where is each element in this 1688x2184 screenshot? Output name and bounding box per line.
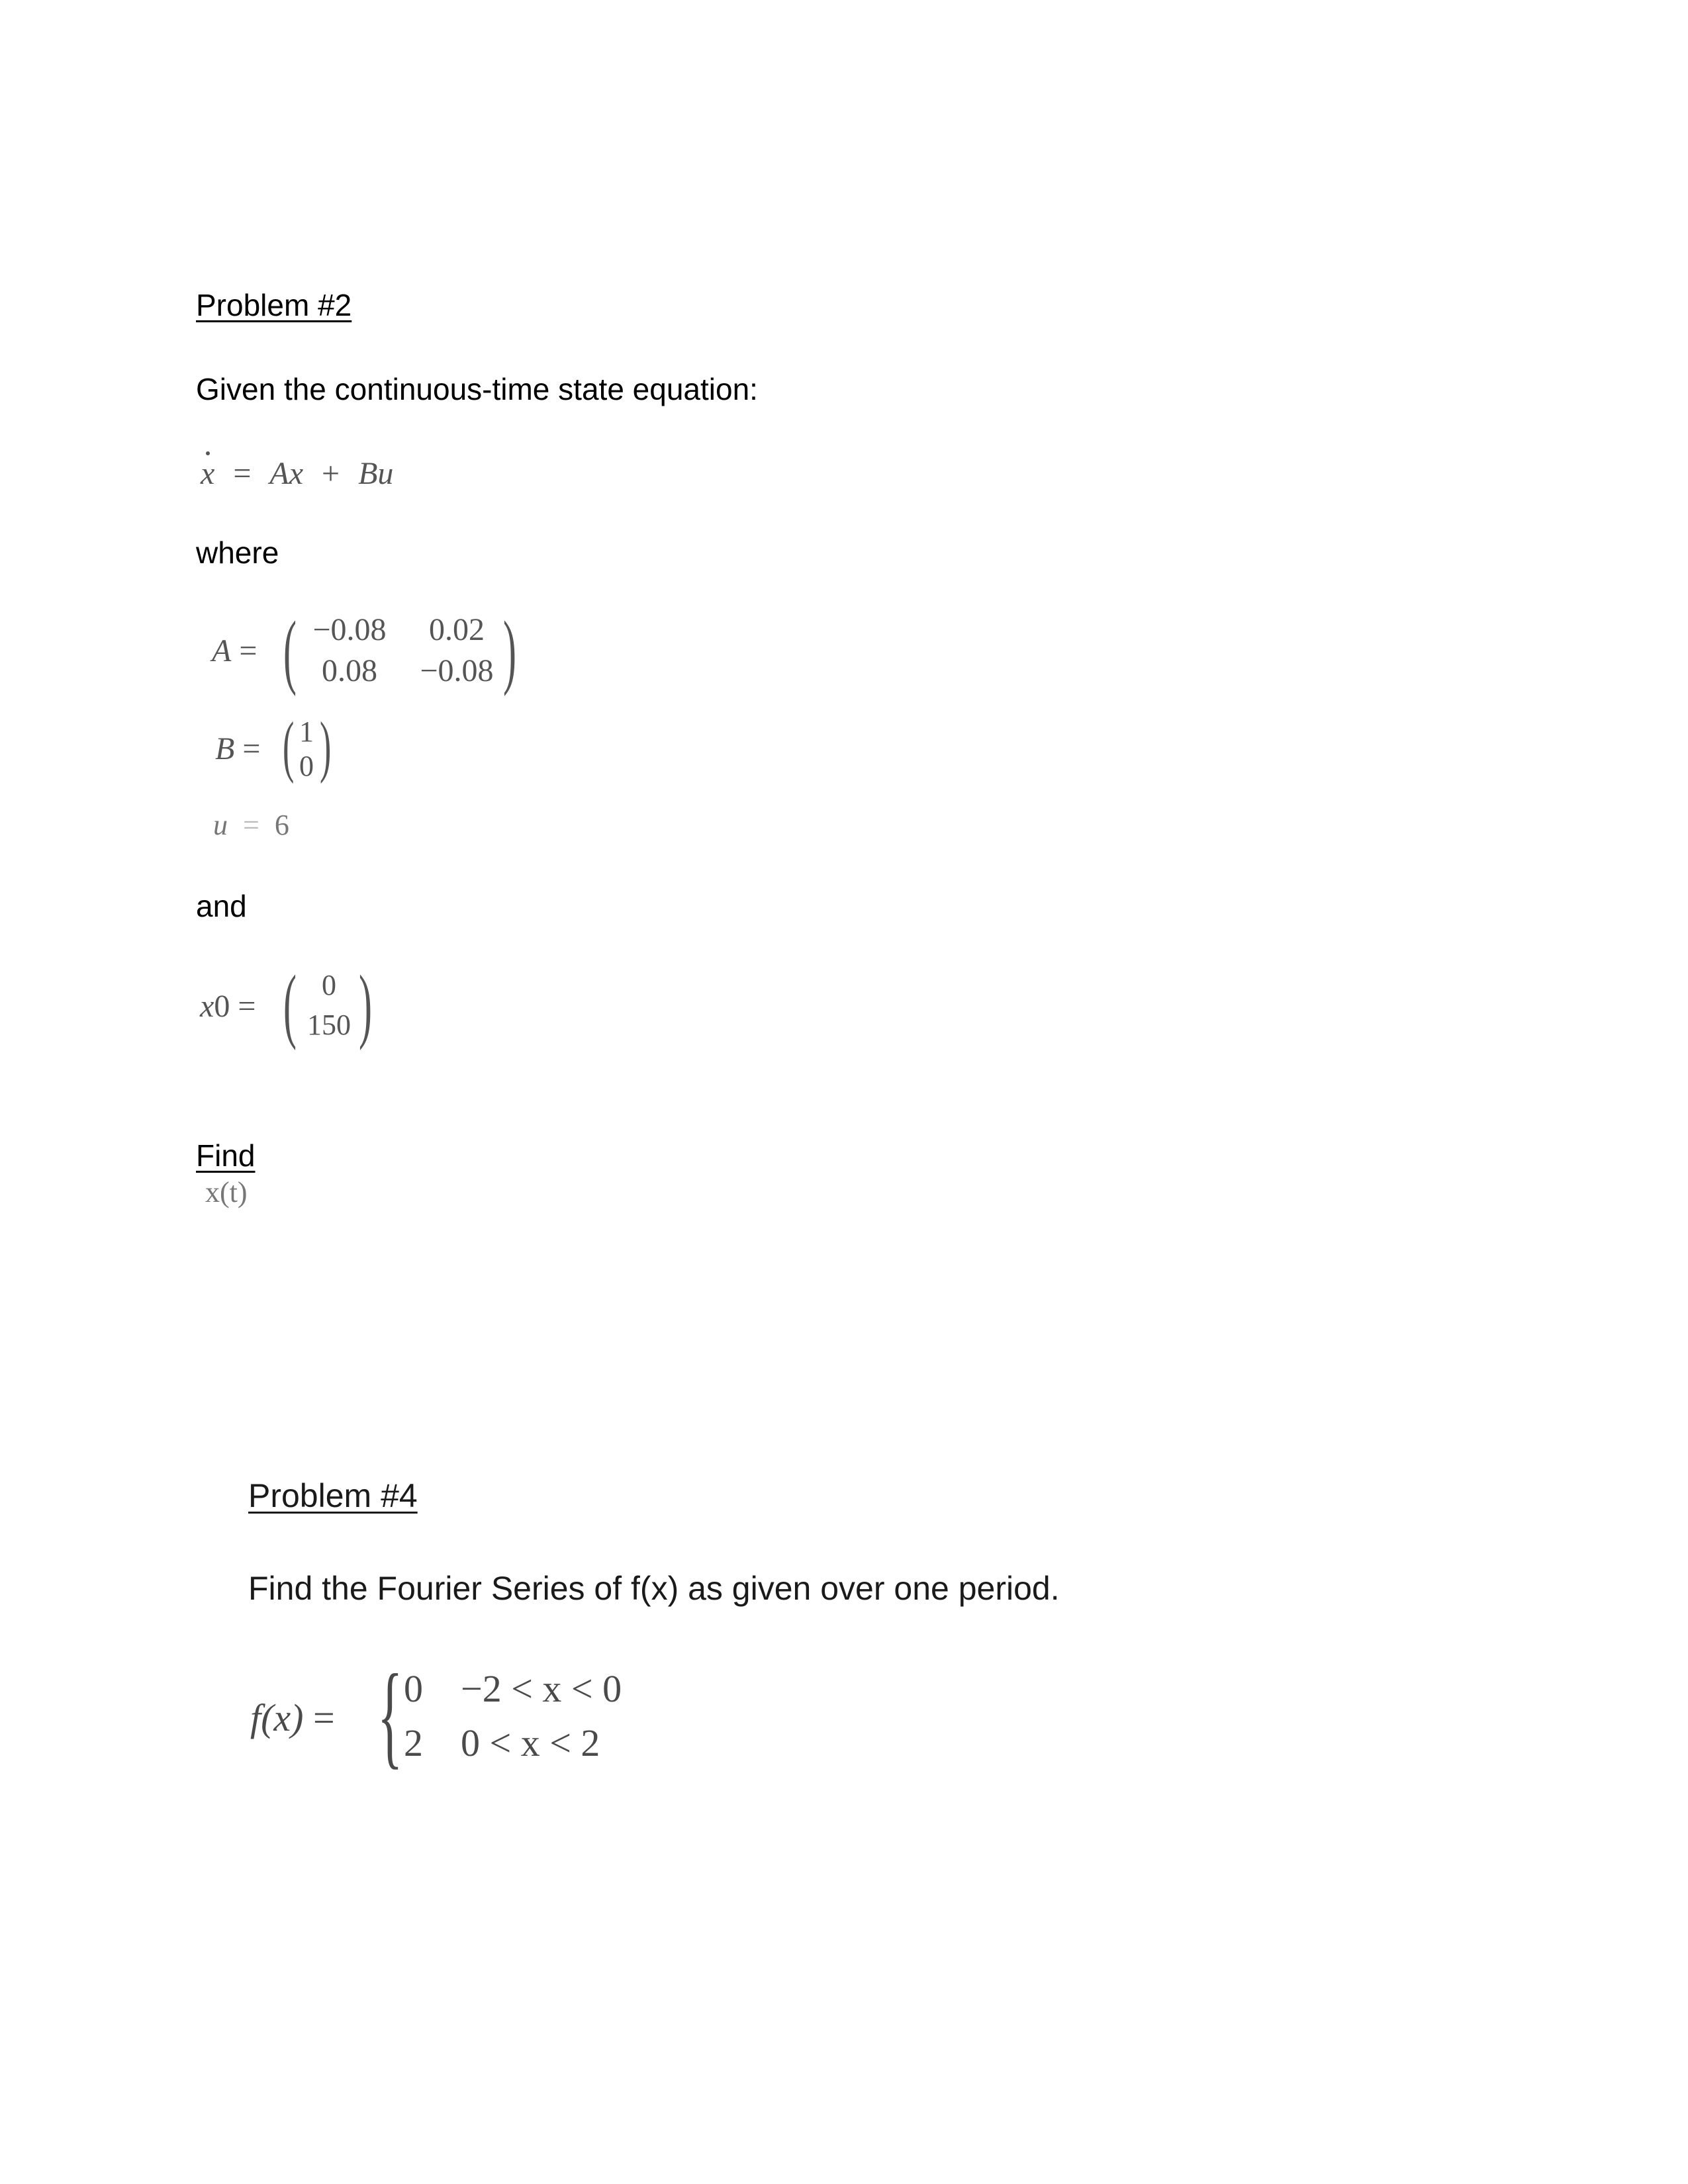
x0-r2: 150 <box>307 1009 351 1041</box>
find-expression: x(t) <box>205 1176 248 1208</box>
state-eq-plus: + <box>322 456 340 491</box>
state-eq-equals: = <box>233 456 252 491</box>
case-2-value: 2 <box>404 1721 423 1764</box>
find-label: Find <box>196 1138 256 1173</box>
problem-4-title: Problem #4 <box>248 1477 418 1514</box>
matrix-a-right-paren: ) <box>503 604 516 697</box>
matrix-b-left-paren: ( <box>283 709 295 785</box>
case-1-condition: −2 < x < 0 <box>461 1667 622 1710</box>
x0-right-paren: ) <box>359 958 372 1051</box>
x0-r1: 0 <box>322 969 336 1001</box>
x0-left-paren: ( <box>283 958 297 1051</box>
matrix-b <box>215 709 348 793</box>
problem-2-title: Problem #2 <box>196 288 352 322</box>
matrix-b-right-paren: ) <box>320 709 332 785</box>
matrix-b-label: B = <box>215 731 261 766</box>
matrix-b-r2: 0 <box>299 750 314 782</box>
case-2-condition: 0 < x < 2 <box>461 1721 600 1764</box>
case-1-value: 0 <box>404 1667 423 1710</box>
matrix-a-label: A = <box>212 633 258 668</box>
state-eq-bu: Bu <box>358 456 394 491</box>
matrix-a-r2c1: 0.08 <box>322 653 377 688</box>
state-equation <box>201 458 393 490</box>
matrix-a-r1c1: −0.08 <box>312 612 387 647</box>
piecewise-lhs: f(x) = <box>250 1696 335 1739</box>
problem-4-intro: Find the Fourier Series of f(x) as given over one period. <box>248 1570 1060 1607</box>
input-u-equation: u = 6 <box>213 809 289 841</box>
state-eq-ax: Ax <box>269 456 304 491</box>
problem-2-intro: Given the continuous-time state equation: <box>196 372 758 406</box>
matrix-a-r1c2: 0.02 <box>429 612 485 647</box>
dot-accent <box>206 451 210 455</box>
matrix-a <box>212 604 530 702</box>
where-label: where <box>196 535 279 570</box>
and-label: and <box>196 889 247 923</box>
matrix-a-r2c2: −0.08 <box>420 653 494 688</box>
piecewise-brace: { <box>377 1652 403 1780</box>
state-eq-lhs: x <box>201 458 214 490</box>
x0-label: x0 = <box>200 989 256 1024</box>
matrix-b-r1: 1 <box>299 715 314 748</box>
initial-state-x0 <box>200 958 399 1056</box>
piecewise-function <box>250 1652 674 1784</box>
matrix-a-left-paren: ( <box>283 604 297 697</box>
